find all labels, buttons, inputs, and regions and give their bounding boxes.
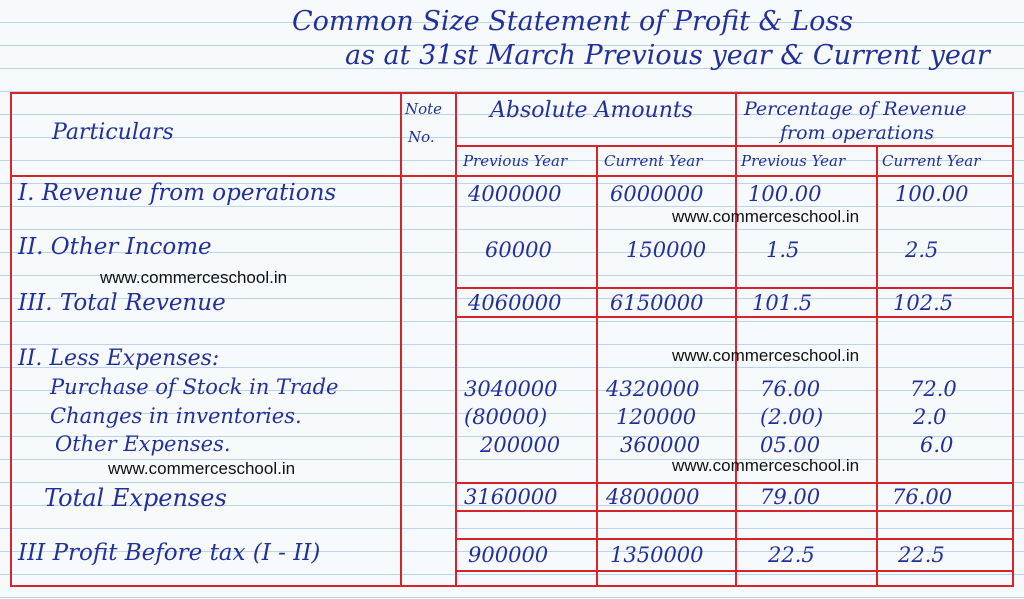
col-divider-current	[596, 145, 598, 587]
cell-profit-curr-pct: 22.5	[898, 543, 945, 567]
row-label-total-revenue: III. Total Revenue	[18, 290, 226, 316]
header-note-no: No.	[408, 128, 435, 146]
row-label-profit-before-tax: III Profit Before tax (I - II)	[18, 540, 321, 566]
cell-total-expenses-curr: 4800000	[606, 485, 700, 509]
total-revenue-bottom-line	[455, 316, 1014, 318]
watermark-text: www.commerceschool.in	[672, 346, 860, 365]
col-divider-current-pct	[876, 145, 878, 587]
header-absolute-amounts: Absolute Amounts	[490, 98, 694, 123]
cell-total-revenue-prev: 4060000	[468, 291, 562, 315]
col-divider-percentage	[735, 92, 737, 587]
cell-revenue-curr: 6000000	[610, 182, 704, 206]
total-expenses-top-line	[455, 482, 1014, 484]
row-label-other-income: II. Other Income	[18, 234, 212, 260]
watermark-text: www.commerceschool.in	[108, 459, 296, 478]
cell-total-revenue-curr-pct: 102.5	[893, 291, 954, 315]
cell-other-income-prev: 60000	[485, 238, 552, 262]
header-percentage: Percentage of Revenue	[744, 98, 967, 120]
cell-purchase-curr: 4320000	[606, 377, 700, 401]
cell-total-expenses-prev: 3160000	[464, 485, 558, 509]
row-label-total-expenses: Total Expenses	[44, 484, 227, 512]
row-label-inventories: Changes in inventories.	[50, 404, 302, 428]
cell-inventories-prev: (80000)	[464, 405, 548, 429]
cell-profit-curr: 1350000	[610, 543, 704, 567]
header-note: Note	[405, 100, 443, 118]
cell-other-income-prev-pct: 1.5	[766, 238, 800, 262]
profit-top-line	[455, 538, 1014, 540]
table-border-left	[10, 92, 12, 587]
row-label-less-expenses: II. Less Expenses:	[18, 346, 220, 371]
header-percentage-2: from operations	[780, 122, 935, 144]
title-line-2: as at 31st March Previous year & Current year	[345, 40, 990, 71]
row-label-purchase: Purchase of Stock in Trade	[50, 375, 339, 399]
header-particulars: Particulars	[52, 120, 174, 145]
watermark-text: www.commerceschool.in	[100, 268, 288, 287]
col-divider-note	[400, 92, 402, 587]
cell-inventories-prev-pct: (2.00)	[760, 405, 824, 429]
header-divider	[455, 145, 1014, 147]
profit-bottom-line	[455, 570, 1014, 572]
col-divider-amounts	[455, 92, 457, 587]
header-prev-year-pct: Previous Year	[741, 152, 846, 170]
cell-purchase-prev-pct: 76.00	[760, 377, 821, 401]
total-expenses-bottom-line	[455, 510, 1014, 512]
title-line-1: Common Size Statement of Profit & Loss	[292, 6, 854, 37]
cell-total-expenses-curr-pct: 76.00	[892, 485, 953, 509]
cell-revenue-prev: 4000000	[468, 182, 562, 206]
row-label-other-expenses: Other Expenses.	[55, 432, 231, 456]
cell-total-revenue-curr: 6150000	[610, 291, 704, 315]
cell-other-expenses-prev: 200000	[480, 433, 561, 457]
table-border-right	[1012, 92, 1014, 587]
cell-inventories-curr: 120000	[616, 405, 697, 429]
cell-other-expenses-prev-pct: 05.00	[760, 433, 821, 457]
header-curr-year-pct: Current Year	[882, 152, 981, 170]
header-prev-year: Previous Year	[463, 152, 568, 170]
cell-profit-prev-pct: 22.5	[768, 543, 815, 567]
total-revenue-top-line	[455, 287, 1014, 289]
cell-profit-prev: 900000	[468, 543, 549, 567]
cell-other-income-curr-pct: 2.5	[905, 238, 939, 262]
header-curr-year: Current Year	[604, 152, 703, 170]
cell-inventories-curr-pct: 2.0	[913, 405, 947, 429]
header-bottom-line	[10, 175, 1014, 177]
cell-other-income-curr: 150000	[626, 238, 707, 262]
table-border-bottom	[10, 585, 1014, 587]
watermark-text: www.commerceschool.in	[672, 456, 860, 475]
table-border-top	[10, 92, 1014, 94]
cell-revenue-curr-pct: 100.00	[895, 182, 969, 206]
cell-total-expenses-prev-pct: 79.00	[760, 485, 821, 509]
cell-purchase-prev: 3040000	[464, 377, 558, 401]
watermark-text: www.commerceschool.in	[672, 207, 860, 226]
cell-revenue-prev-pct: 100.00	[748, 182, 822, 206]
cell-total-revenue-prev-pct: 101.5	[752, 291, 813, 315]
cell-other-expenses-curr: 360000	[620, 433, 701, 457]
cell-other-expenses-curr-pct: 6.0	[920, 433, 954, 457]
row-label-revenue: I. Revenue from operations	[18, 180, 337, 206]
cell-purchase-curr-pct: 72.0	[910, 377, 957, 401]
